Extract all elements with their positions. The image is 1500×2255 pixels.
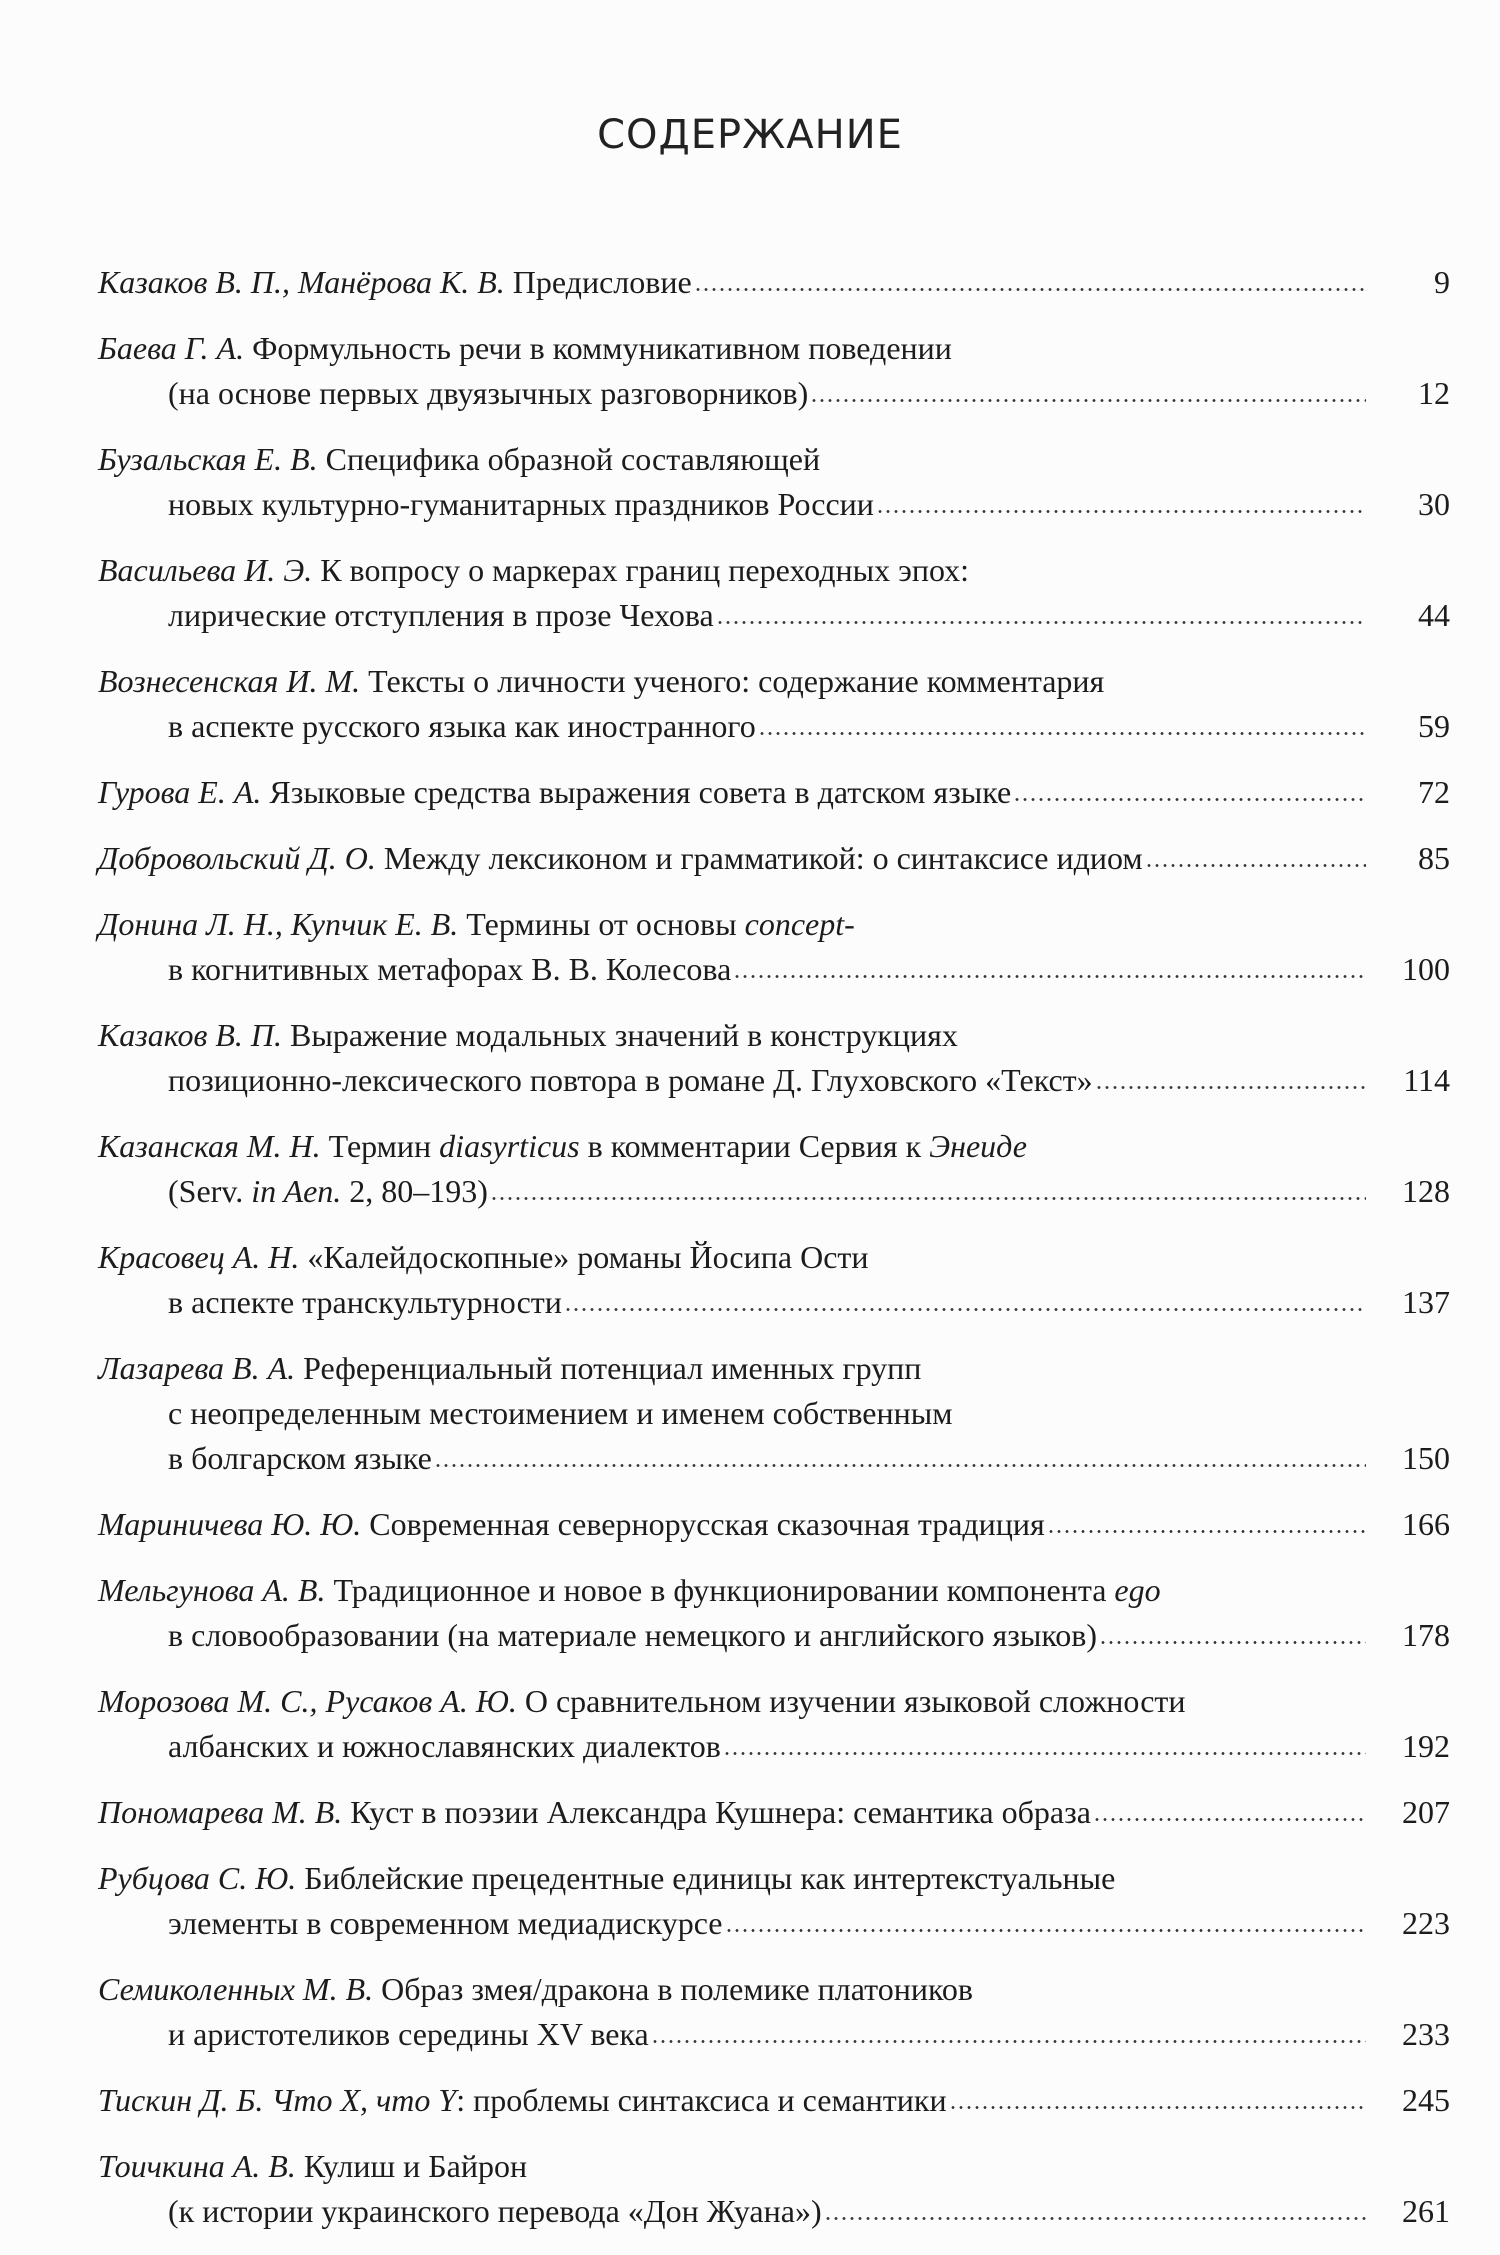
dot-leader (490, 1197, 1366, 1200)
toc-entry-page-number: 233 (1402, 2016, 1450, 2052)
toc-entry-text (168, 1901, 723, 1946)
toc-entry-text (98, 260, 692, 305)
dot-leader (716, 621, 1366, 624)
toc-entry-title-part: (на основе первых двуязычных разговорников) (168, 375, 809, 411)
toc-entry-title-part: Образ змея/дракона в полемике платоников (373, 1971, 973, 2007)
toc-entry-first-line (98, 2144, 1450, 2189)
toc-entry-first-line (98, 1346, 1450, 1391)
toc-entry-page-number: 178 (1402, 1617, 1450, 1653)
toc-entry-title-part: (к истории украинского перевода «Дон Жуана») (168, 2193, 822, 2229)
toc-entry-text (98, 2078, 947, 2123)
toc-entry-text (168, 593, 714, 638)
toc-entry-page-number: 223 (1402, 1905, 1450, 1941)
toc-entry-title-part: в аспекте транскультурности (168, 1284, 562, 1320)
toc-entry-continuation-line (98, 704, 1450, 749)
toc-entry (98, 1967, 1450, 2057)
dot-leader (810, 399, 1366, 402)
toc-entry-page-number: 207 (1402, 1794, 1450, 1830)
toc-entry-title-part: 2, 80–193) (341, 1173, 488, 1209)
toc-entry-title-part: (Serv. (168, 1173, 252, 1209)
toc-entry-title-part: Языковые средства выражения совета в датском языке (261, 774, 1012, 810)
toc-entry-continuation-line (98, 593, 1450, 638)
toc-entry-continuation-line (98, 2012, 1450, 2057)
toc-entry-page-number: 72 (1418, 774, 1450, 810)
toc-entry-author: Тоичкина А. В. (98, 2148, 296, 2184)
toc-entry-text (168, 947, 731, 992)
toc-entry-first-line (98, 1124, 1450, 1169)
toc-entry-author: Семиколенных М. В. (98, 1971, 374, 2007)
toc-entry-author: Лазарева В. А. (98, 1350, 296, 1386)
toc-entry-text (168, 482, 874, 527)
toc-entry-title-part: Тексты о личности ученого: содержание комментария (360, 663, 1105, 699)
toc-entry-first-line (98, 770, 1450, 815)
toc-entry-title-part: элементы в современном медиадискурсе (168, 1905, 723, 1941)
dot-leader (876, 510, 1366, 513)
toc-entry-title-part: - (844, 906, 855, 942)
dot-leader (949, 2106, 1366, 2109)
toc-entry-first-line (98, 1013, 1450, 1058)
toc-entry-first-line (98, 260, 1450, 305)
toc-entry (98, 1790, 1450, 1835)
toc-entry-first-line (98, 1856, 1450, 1901)
toc-entry-text (98, 1967, 973, 2012)
toc-entry-author: Казаков В. П., Манёрова К. В. (98, 264, 505, 300)
toc-entry-page-number: 44 (1418, 597, 1450, 633)
toc-entry-page-number: 85 (1418, 840, 1450, 876)
page-title: СОДЕРЖАНИЕ (597, 112, 903, 158)
toc-entry-page-number: 192 (1402, 1728, 1450, 1764)
toc-entry-title-part: албанских и южнославянских диалектов (168, 1728, 721, 1764)
toc-entry-continuation-line (98, 2189, 1450, 2234)
toc-entry (98, 1235, 1450, 1325)
toc-entry-text (98, 836, 1143, 881)
toc-entry-page-number: 137 (1402, 1284, 1450, 1320)
toc-entry-author: Морозова М. С., Русаков А. Ю. (98, 1683, 517, 1719)
toc-entry-page-number: 100 (1402, 951, 1450, 987)
toc-entry-title-part: Выражение модальных значений в конструкциях (282, 1017, 958, 1053)
toc-entry-first-line (98, 437, 1450, 482)
toc-entry-title-part: Термин (320, 1128, 440, 1164)
toc-entry-title-part: Референциальный потенциал именных групп (295, 1350, 922, 1386)
dot-leader (694, 288, 1366, 291)
toc-entry (98, 1013, 1450, 1103)
toc-entry (98, 902, 1450, 992)
toc-entry-page-number: 150 (1402, 1440, 1450, 1476)
toc-entry-italic-term: in Aen. (251, 1173, 342, 1209)
toc-entry (98, 548, 1450, 638)
dot-leader (1095, 1086, 1366, 1089)
toc-entry-continuation-line (98, 1724, 1450, 1769)
toc-entry-text (98, 1679, 1186, 1724)
toc-entry-text (98, 1124, 1027, 1169)
dot-leader (758, 732, 1366, 735)
dot-leader (723, 1752, 1366, 1755)
toc-entry-text (98, 548, 969, 593)
toc-entry-first-line (98, 548, 1450, 593)
toc-entry-first-line (98, 2078, 1450, 2123)
toc-entry-italic-term: Что X, что Y (271, 2082, 457, 2118)
toc-entry-first-line (98, 1967, 1450, 2012)
toc-entry-continuation-line (98, 1058, 1450, 1103)
toc-entry-author: Гурова Е. А. (98, 774, 262, 810)
toc-entry (98, 2078, 1450, 2123)
toc-entry-author: Пономарева М. В. (98, 1794, 343, 1830)
toc-entry (98, 1124, 1450, 1214)
toc-entry-first-line (98, 902, 1450, 947)
toc-entry-title-part: О сравнительном изучении языковой сложности (516, 1683, 1186, 1719)
toc-entry-author: Мариничева Ю. Ю. (98, 1506, 362, 1542)
toc-entry-text (168, 1169, 488, 1214)
toc-entry-first-line (98, 1235, 1450, 1280)
dot-leader (434, 1464, 1366, 1467)
toc-entry-text (98, 902, 855, 947)
toc-entry (98, 1568, 1450, 1658)
toc-entry-title-part: в когнитивных метафорах В. В. Колесова (168, 951, 732, 987)
toc-entry-title-part: лирические отступления в прозе Чехова (168, 597, 714, 633)
toc-entry-text (168, 1436, 432, 1481)
toc-entry (98, 1346, 1450, 1481)
toc-entry (98, 1856, 1450, 1946)
toc-entry-first-line (98, 836, 1450, 881)
toc-entry-page-number: 245 (1402, 2082, 1450, 2118)
toc-entry-italic-term: ego (1114, 1572, 1161, 1608)
toc-entry-text (98, 1856, 1115, 1901)
toc-entry (98, 260, 1450, 305)
toc-entry-text (98, 1790, 1091, 1835)
dot-leader (1145, 864, 1366, 867)
toc-entry-title-part: Традиционное и новое в функционировании компонента (325, 1572, 1115, 1608)
toc-entry-italic-term: concept (744, 906, 845, 942)
toc-entry-title-part: позиционно-лексического повтора в романе Д. Глуховского «Текст» (168, 1062, 1093, 1098)
toc-entry-page-number: 12 (1418, 375, 1450, 411)
toc-entry-text (168, 1613, 1097, 1658)
toc-entry-text (98, 1013, 958, 1058)
toc-entry-author: Добровольский Д. О. (98, 840, 376, 876)
toc-entry-continuation-line (98, 1391, 1450, 1436)
dot-leader (824, 2217, 1366, 2220)
dot-leader (651, 2040, 1366, 2043)
toc-entry-page-number: 128 (1402, 1173, 1450, 1209)
toc-entry-text (98, 326, 952, 371)
toc-entry (98, 1502, 1450, 1547)
toc-entry-continuation-line (98, 1613, 1450, 1658)
toc-entry-title-part: Библейские прецедентные единицы как интертекстуальные (296, 1860, 1116, 1896)
toc-entry-title-part: новых культурно-гуманитарных праздников России (168, 486, 874, 522)
toc-entry (98, 437, 1450, 527)
toc-entry-author: Донина Л. Н., Купчик Е. В. (98, 906, 459, 942)
toc-entry-text (98, 1346, 921, 1391)
toc-entry-italic-term: diasyrticus (439, 1128, 580, 1164)
toc-entry-author: Вознесенская И. М. (98, 663, 361, 699)
toc-entry-text (168, 1280, 562, 1325)
toc-entry-page-number: 166 (1402, 1506, 1450, 1542)
toc-entry-title-part: Между лексиконом и грамматикой: о синтаксисе идиом (375, 840, 1143, 876)
toc-entry-text (98, 1568, 1161, 1613)
toc-entry-title-part: Кулиш и Байрон (295, 2148, 528, 2184)
dot-leader (1013, 798, 1366, 801)
toc-entry-author: Мельгунова А. В. (98, 1572, 326, 1608)
toc-entry-title-part: в болгарском языке (168, 1440, 432, 1476)
toc-entry-title-part: Формульность речи в коммуникативном поведении (244, 330, 952, 366)
toc-entry-page-number: 114 (1403, 1062, 1450, 1098)
toc-entry-text (168, 1391, 952, 1436)
dot-leader (564, 1308, 1366, 1311)
toc-entry-text (168, 2189, 822, 2234)
toc-entry-author: Казанская М. Н. (98, 1128, 321, 1164)
toc-entry-page-number: 59 (1418, 708, 1450, 744)
toc-entry-text (168, 704, 756, 749)
toc-entry-italic-term: Энеиде (929, 1128, 1027, 1164)
toc-entry-text (98, 770, 1011, 815)
toc-entry-continuation-line (98, 1280, 1450, 1325)
toc-entry (98, 2144, 1450, 2234)
toc-entry-first-line (98, 1502, 1450, 1547)
toc-entry-continuation-line (98, 947, 1450, 992)
toc-entry-first-line (98, 659, 1450, 704)
toc-entry-title-part: Термины от основы (458, 906, 745, 942)
toc-entry (98, 836, 1450, 881)
toc-entry-first-line (98, 1790, 1450, 1835)
toc-entry-continuation-line (98, 371, 1450, 416)
toc-entry-title-part: Предисловие (504, 264, 692, 300)
toc-entry-title-part: в словообразовании (на материале немецкого и английского языков) (168, 1617, 1098, 1653)
toc-entry-continuation-line (98, 1169, 1450, 1214)
toc-entry-page-number: 30 (1418, 486, 1450, 522)
toc-entry-text (98, 437, 820, 482)
dot-leader (1047, 1530, 1366, 1533)
toc-entry-title-part: Современная севернорусская сказочная традиция (361, 1506, 1045, 1542)
toc-entry-title-part: с неопределенным местоимением и именем собственным (168, 1395, 953, 1431)
dot-leader (1099, 1641, 1366, 1644)
toc-entry-continuation-line (98, 1901, 1450, 1946)
toc-entry-text (168, 2012, 649, 2057)
toc-entry-title-part: Специфика образной составляющей (317, 441, 821, 477)
toc-entry-author: Рубцова С. Ю. (98, 1860, 297, 1896)
toc-entry-text (168, 371, 808, 416)
toc-entry-text (168, 1058, 1093, 1103)
toc-entry-title-part: в комментарии Сервия к (579, 1128, 930, 1164)
toc-entry-text (98, 1502, 1045, 1547)
toc-entry-text (168, 1724, 721, 1769)
dot-leader (725, 1929, 1367, 1932)
toc-entry-title-part: и аристотеликов середины XV века (168, 2016, 649, 2052)
toc-entry-author: Баева Г. А. (98, 330, 245, 366)
toc-entry-author: Красовец А. Н. (98, 1239, 300, 1275)
toc-entry-first-line (98, 1679, 1450, 1724)
toc-entry-page-number: 9 (1434, 264, 1450, 300)
toc-entry-continuation-line (98, 482, 1450, 527)
toc-entry (98, 1679, 1450, 1769)
toc-entry-page-number: 261 (1402, 2193, 1450, 2229)
toc-entry-title-part: в аспекте русского языка как иностранного (168, 708, 756, 744)
toc-entry-author: Васильева И. Э. (98, 552, 313, 588)
toc-entry (98, 770, 1450, 815)
toc-entry (98, 659, 1450, 749)
toc-entry-first-line (98, 326, 1450, 371)
toc-entry-first-line (98, 1568, 1450, 1613)
toc-entry-title-part: : проблемы синтаксиса и семантики (456, 2082, 947, 2118)
toc-entry-author: Казаков В. П. (98, 1017, 283, 1053)
toc-entry-text (98, 1235, 869, 1280)
table-of-contents (98, 260, 1450, 2255)
dot-leader (733, 975, 1366, 978)
toc-entry-text (98, 659, 1104, 704)
toc-entry-title-part: К вопросу о маркерах границ переходных эпох: (312, 552, 970, 588)
toc-entry-text (98, 2144, 527, 2189)
dot-leader (1093, 1818, 1366, 1821)
toc-entry-author: Тискин Д. Б. (98, 2082, 264, 2118)
toc-entry-title-part: Куст в поэзии Александра Кушнера: семантика образа (342, 1794, 1091, 1830)
toc-entry (98, 326, 1450, 416)
toc-entry-continuation-line (98, 1436, 1450, 1481)
toc-entry-title-part: «Калейдоскопные» романы Йосипа Ости (299, 1239, 869, 1275)
toc-entry-author: Бузальская Е. В. (98, 441, 318, 477)
